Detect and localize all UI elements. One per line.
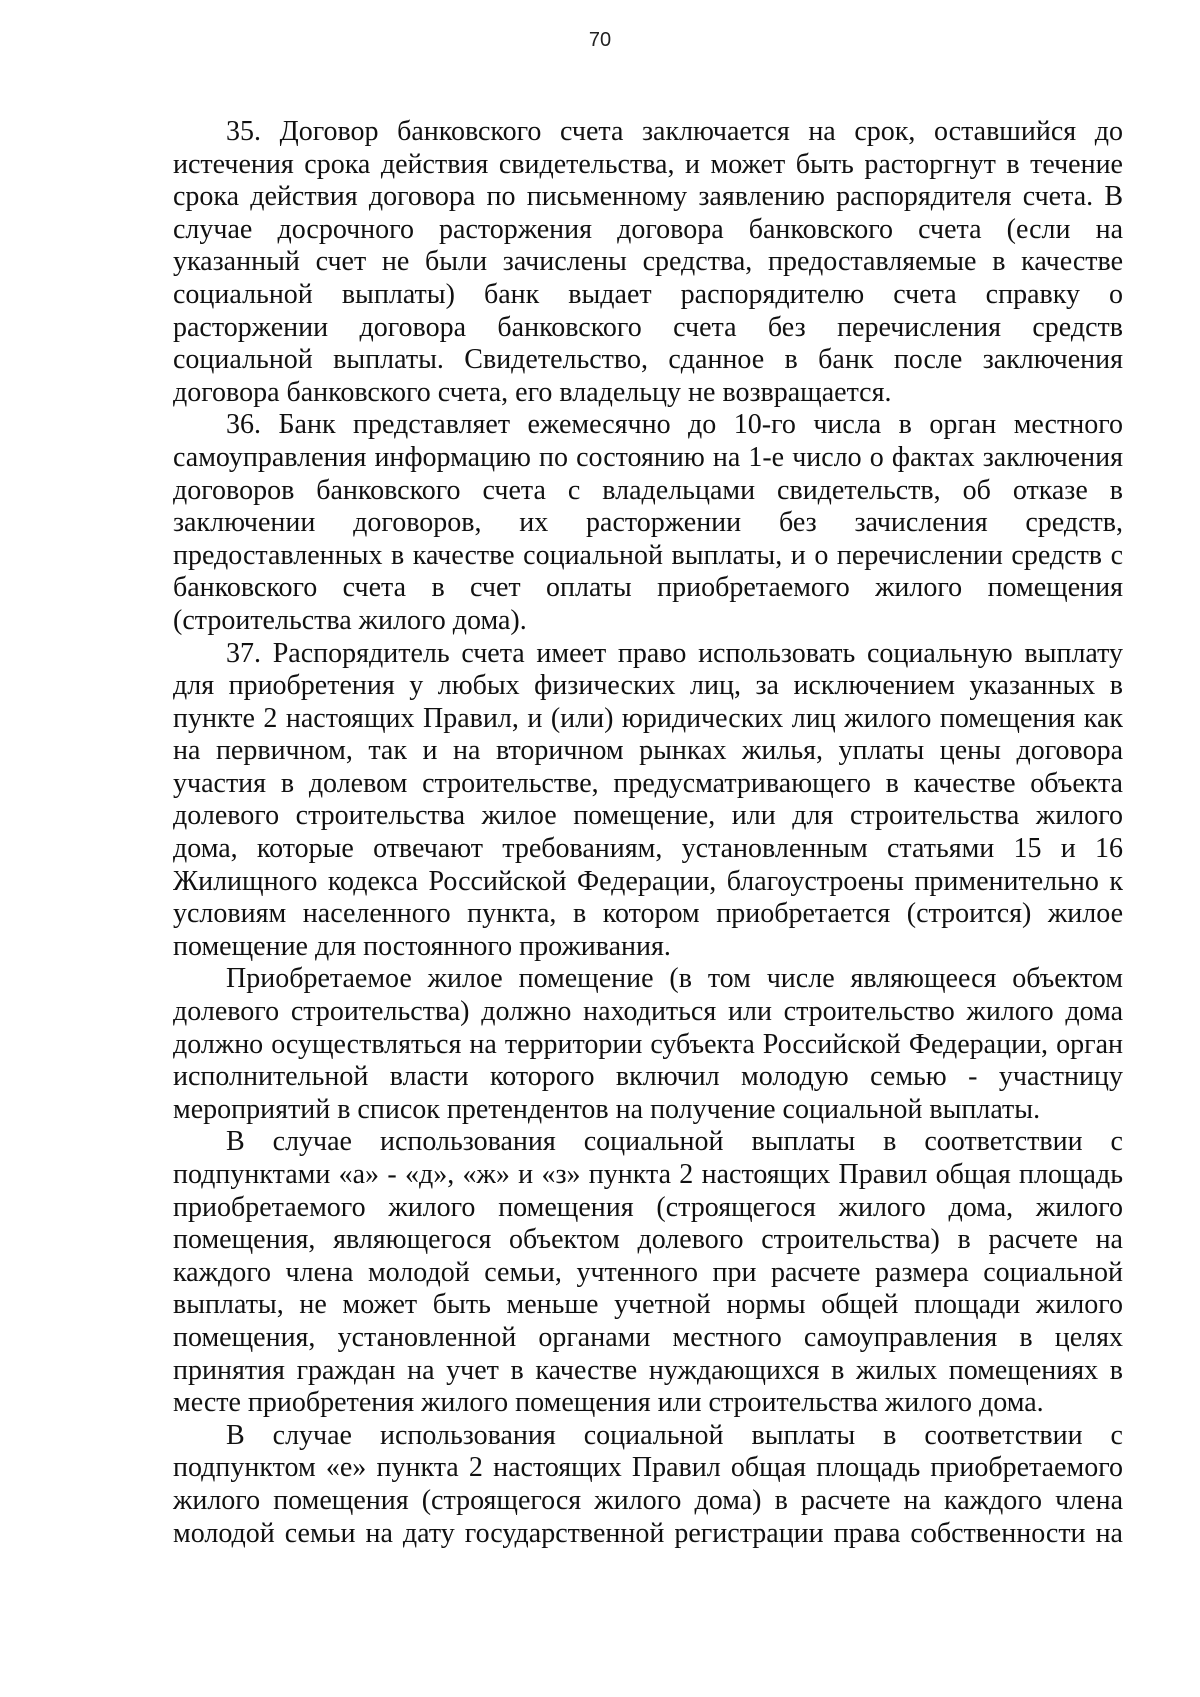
paragraph-37: 37. Распорядитель счета имеет право использовать социальную выплату для приобретения у любых физических лиц, за исключением указанных в пункте 2 настоящих Правил, и (или) юридических лиц жилого помещения как на первичном, так и на вторичном рынках жилья, уплаты цены договора участия в долевом строительстве, предусматривающего в качестве объекта долевого строительства жилое помещение, или для строительства жилого дома, которые отвечают требованиям, установленным статьями 15 и 16 Жилищного кодекса Российской Федерации, благоустроены применительно к условиям населенного пункта, в котором приобретается (строится) жилое помещение для постоянного проживания. [173, 637, 1123, 962]
document-body [173, 116, 1123, 1550]
paragraph-37-area-subpoint-e: В случае использования социальной выплаты в соответствии с подпунктом «е» пункта 2 настоящих Правил общая площадь приобретаемого жилого помещения (строящегося жилого дома) в расчете на каждого члена молодой семьи на дату государственной регистрации права собственности на [173, 1419, 1123, 1549]
paragraph-37-location: Приобретаемое жилое помещение (в том числе являющееся объектом долевого строительства) должно находиться или строительство жилого дома должно осуществляться на территории субъекта Российской Федерации, орган исполнительной власти которого включил молодую семью - участницу мероприятий в список претендентов на получение социальной выплаты. [173, 963, 1123, 1125]
paragraph-37-area-norm: В случае использования социальной выплаты в соответствии с подпунктами «а» - «д», «ж» и «з» пункта 2 настоящих Правил общая площадь приобретаемого жилого помещения (строящегося жилого дома, жилого помещения, являющегося объектом долевого строительства) в расчете на каждого члена молодой семьи, учтенного при расчете размера социальной выплаты, не может быть меньше учетной нормы общей площади жилого помещения, установленной органами местного самоуправления в целях принятия граждан на учет в качестве нуждающихся в жилых помещениях в месте приобретения жилого помещения или строительства жилого дома. [173, 1126, 1123, 1419]
paragraph-36: 36. Банк представляет ежемесячно до 10-го числа в орган местного самоуправления информацию по состоянию на 1-е число о фактах заключения договоров банковского счета с владельцами свидетельств, об отказе в заключении договоров, их расторжении без зачисления средств, предоставленных в качестве социальной выплаты, и о перечислении средств с банковского счета в счет оплаты приобретаемого жилого помещения (строительства жилого дома). [173, 409, 1123, 636]
page-number: 70 [588, 29, 612, 51]
paragraph-35: 35. Договор банковского счета заключается на срок, оставшийся до истечения срока действия свидетельства, и может быть расторгнут в течение срока действия договора по письменному заявлению распорядителя счета. В случае досрочного расторжения договора банковского счета (если на указанный счет не были зачислены средства, предоставляемые в качестве социальной выплаты) банк выдает распорядителю счета справку о расторжении договора банковского счета без перечисления средств социальной выплаты. Свидетельство, сданное в банк после заключения договора банковского счета, его владельцу не возвращается. [173, 116, 1123, 408]
